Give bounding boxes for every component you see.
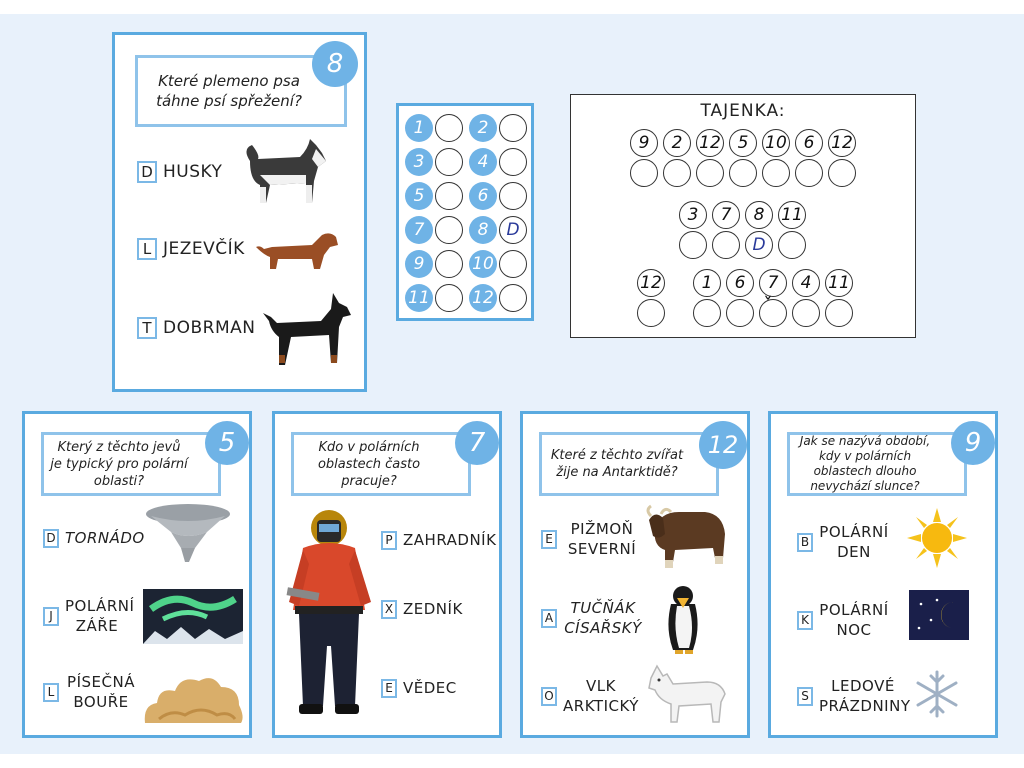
card-number-badge: 12 <box>699 421 747 469</box>
tajenka-number-circle: 4 <box>792 269 820 297</box>
tornado-icon <box>143 502 233 568</box>
answer-grid-card <box>396 103 534 321</box>
card-number-badge: 7 <box>455 421 499 465</box>
tajenka-letter-circle[interactable] <box>792 299 820 327</box>
tajenka-number-circle: 7 <box>712 201 740 229</box>
snowflake-icon <box>913 670 961 718</box>
question-card-8 <box>112 32 367 392</box>
tajenka-number-circle: 2 <box>663 129 691 157</box>
option-label: VĚDEC <box>403 679 457 697</box>
question-card-5 <box>22 411 252 738</box>
answer-circle[interactable] <box>499 284 527 312</box>
question-text: Který z těchto jevů je typický pro polární oblasti? <box>50 439 188 489</box>
question-number-circle: 11 <box>405 284 433 312</box>
answer-circle[interactable] <box>499 182 527 210</box>
tajenka-letter-circle[interactable] <box>795 159 823 187</box>
answer-circle[interactable] <box>435 148 463 176</box>
tajenka-number-circle: 1 <box>693 269 721 297</box>
answer-option[interactable] <box>43 672 137 712</box>
option-label: PÍSEČNÁ BOUŘE <box>67 673 135 711</box>
answer-option[interactable] <box>797 522 889 562</box>
option-letter: X <box>381 600 397 619</box>
question-number-circle: 12 <box>469 284 497 312</box>
tajenka-number-circle: 11 <box>778 201 806 229</box>
tajenka-number-circle: 6 <box>726 269 754 297</box>
question-number-circle: 1 <box>405 114 433 142</box>
option-letter: O <box>541 687 557 706</box>
card-number-badge: 5 <box>205 421 249 465</box>
dachshund-dog-icon <box>252 225 342 277</box>
answer-option[interactable] <box>797 676 911 716</box>
answer-option[interactable] <box>137 161 222 183</box>
doberman-dog-icon <box>255 283 355 373</box>
aurora-icon <box>143 589 243 644</box>
tajenka-number-circle: 12 <box>696 129 724 157</box>
question-box <box>787 432 967 496</box>
question-text: Které plemeno psa táhne psí spřežení? <box>156 72 302 110</box>
question-number-circle: 4 <box>469 148 497 176</box>
moon-night-icon <box>909 590 969 640</box>
answer-option[interactable] <box>541 519 641 559</box>
musk-ox-icon <box>645 500 729 574</box>
tajenka-number-circle: 12 <box>828 129 856 157</box>
tajenka-letter-circle[interactable] <box>762 159 790 187</box>
question-number-circle: 6 <box>469 182 497 210</box>
tajenka-letter-circle[interactable]: D <box>745 231 773 259</box>
tajenka-number-circle: 12 <box>637 269 665 297</box>
answer-option[interactable] <box>137 238 245 260</box>
tajenka-letter-circle[interactable] <box>828 159 856 187</box>
question-number-circle: 9 <box>405 250 433 278</box>
card-number-badge: 8 <box>312 41 358 87</box>
tajenka-letter-circle[interactable] <box>637 299 665 327</box>
question-box <box>41 432 221 496</box>
option-label: JEZEVČÍK <box>163 239 245 259</box>
tajenka-number-circle: 7 <box>759 269 787 297</box>
answer-option[interactable] <box>797 600 889 640</box>
tajenka-letter-circle[interactable] <box>679 231 707 259</box>
answer-circle[interactable]: D <box>499 216 527 244</box>
question-text: Kdo v polárních oblastech často pracuje? <box>317 439 421 489</box>
option-label: HUSKY <box>163 162 223 182</box>
question-box <box>539 432 719 496</box>
answer-circle[interactable] <box>499 114 527 142</box>
option-label: POLÁRNÍ ZÁŘE <box>65 597 135 635</box>
tajenka-number-circle: 6 <box>795 129 823 157</box>
option-letter: K <box>797 611 813 630</box>
option-letter: J <box>43 607 59 626</box>
tajenka-letter-circle[interactable] <box>729 159 757 187</box>
answer-option[interactable] <box>381 599 463 619</box>
tajenka-letter-circle[interactable] <box>825 299 853 327</box>
question-number-circle: 7 <box>405 216 433 244</box>
husky-dog-icon <box>230 131 330 213</box>
tajenka-letter-circle[interactable] <box>693 299 721 327</box>
question-text: Jak se nazývá období, kdy v polárních oblastech dlouho nevychází slunce? <box>799 434 931 493</box>
polar-scientist-icon <box>281 506 377 728</box>
option-letter: D <box>137 161 157 183</box>
answer-circle[interactable] <box>499 148 527 176</box>
question-number-circle: 3 <box>405 148 433 176</box>
question-card-7 <box>272 411 502 738</box>
answer-option[interactable] <box>381 678 457 698</box>
sandstorm-icon <box>141 669 245 727</box>
tajenka-number-circle: 3 <box>679 201 707 229</box>
answer-circle[interactable] <box>435 182 463 210</box>
option-letter: E <box>541 530 557 549</box>
question-number-circle: 5 <box>405 182 433 210</box>
arctic-wolf-icon <box>645 660 729 728</box>
question-number-circle: 10 <box>469 250 497 278</box>
answer-circle[interactable] <box>499 250 527 278</box>
answer-circle[interactable] <box>435 216 463 244</box>
tajenka-number-circle: 8 <box>745 201 773 229</box>
tajenka-number-circle: 9 <box>630 129 658 157</box>
tajenka-title: TAJENKA: <box>700 101 786 121</box>
option-letter: B <box>797 533 813 552</box>
option-label: POLÁRNÍ NOC <box>819 601 889 639</box>
tajenka-letter-circle[interactable] <box>696 159 724 187</box>
option-label: POLÁRNÍ DEN <box>819 523 889 561</box>
option-label: PIŽMOŇ SEVERNÍ <box>567 520 637 558</box>
answer-circle[interactable] <box>435 284 463 312</box>
option-letter: P <box>381 531 397 550</box>
answer-circle[interactable] <box>435 114 463 142</box>
question-box <box>291 432 471 496</box>
tajenka-box <box>570 94 916 338</box>
answer-option[interactable] <box>381 530 496 550</box>
answer-option[interactable] <box>541 598 643 638</box>
question-number-circle: 8 <box>469 216 497 244</box>
answer-circle[interactable] <box>435 250 463 278</box>
option-label: LEDOVÉ PRÁZDNINY <box>819 677 911 715</box>
option-label: VLK ARKTICKÝ <box>563 677 639 715</box>
tajenka-letter-circle[interactable] <box>712 231 740 259</box>
option-letter: D <box>43 529 59 548</box>
option-letter: L <box>43 683 59 702</box>
option-letter: A <box>541 609 557 628</box>
tajenka-number-circle: 10 <box>762 129 790 157</box>
question-card-9 <box>768 411 998 738</box>
option-letter: L <box>137 238 157 260</box>
option-label: DOBRMAN <box>163 318 256 338</box>
penguin-icon <box>661 584 705 658</box>
tajenka-letter-circle[interactable] <box>663 159 691 187</box>
tajenka-letter-circle[interactable] <box>778 231 806 259</box>
sun-icon <box>907 508 967 568</box>
answer-option[interactable] <box>43 596 135 636</box>
tajenka-number-circle: 5 <box>729 129 757 157</box>
card-number-badge: 9 <box>951 421 995 465</box>
answer-option[interactable] <box>43 528 145 548</box>
option-letter: E <box>381 679 397 698</box>
tajenka-letter-circle[interactable] <box>726 299 754 327</box>
option-label: TUČŇÁK CÍSAŘSKÝ <box>564 599 642 637</box>
option-letter: S <box>797 687 813 706</box>
question-number-circle: 2 <box>469 114 497 142</box>
option-label: TORNÁDO <box>65 529 145 547</box>
question-card-12 <box>520 411 750 738</box>
option-label: ZAHRADNÍK <box>403 531 497 549</box>
option-letter: T <box>137 317 157 339</box>
answer-option[interactable] <box>137 317 255 339</box>
question-text: Které z těchto zvířat žije na Antarktidě? <box>550 448 684 480</box>
tajenka-letter-circle[interactable] <box>630 159 658 187</box>
option-label: ZEDNÍK <box>403 600 463 618</box>
caron-mark: ˇ <box>763 293 773 317</box>
answer-option[interactable] <box>541 676 639 716</box>
tajenka-number-circle: 11 <box>825 269 853 297</box>
